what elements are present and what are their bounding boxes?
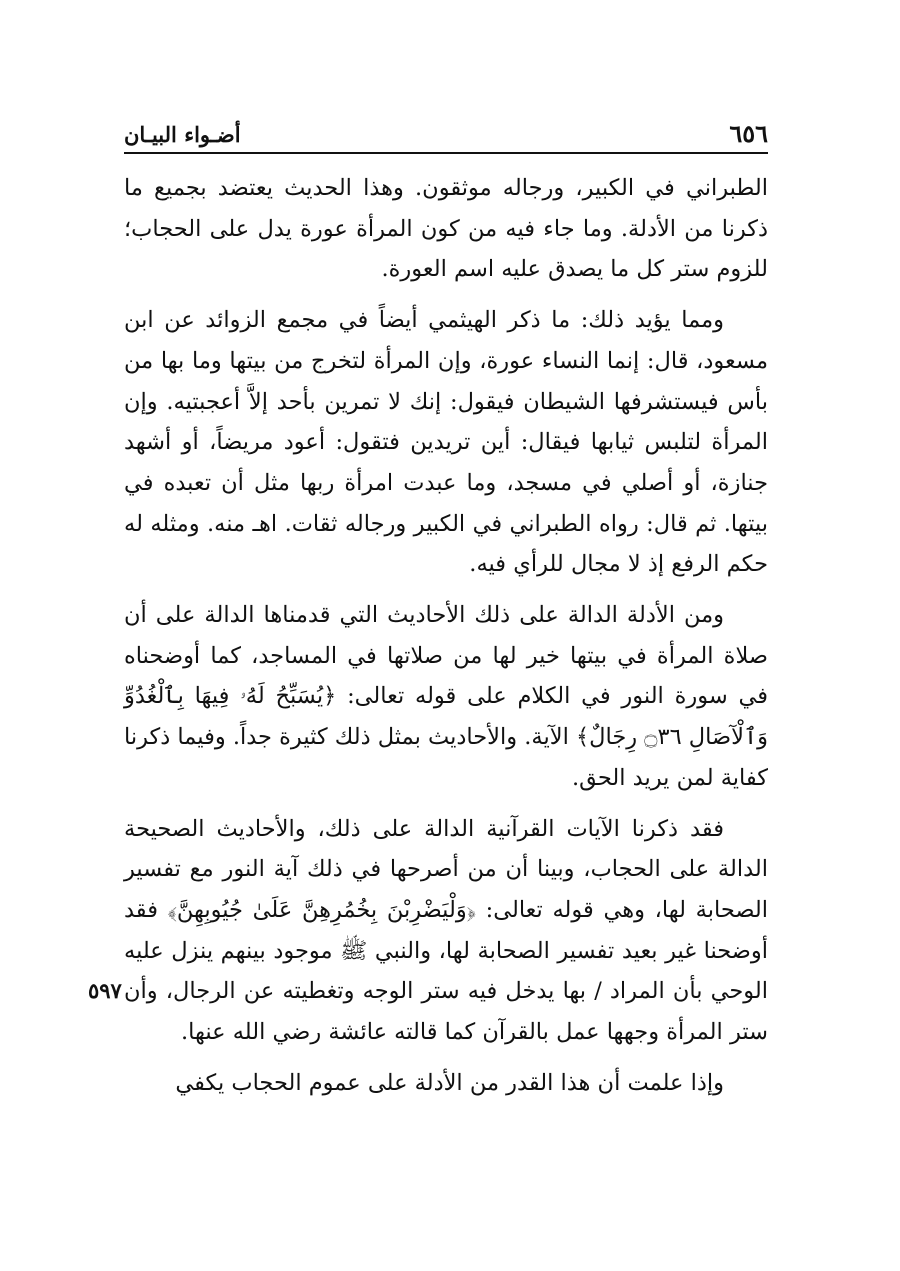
running-title: أضـواء البيـان bbox=[124, 122, 241, 147]
paragraph-4: فقد ذكرنا الآيات القرآنية الدالة على ذلك، والأحاديث الصحيحة الدالة على الحجاب، وبينا أن من أصرحها في ذلك آية النور مع تفسير الصحابة لها، وهي قوله تعالى: ﴿وَلْيَضْرِبْنَ بِخُمُرِهِنَّ عَلَىٰ جُيُوبِهِنَّ﴾ فقد أوضحنا غير بعيد تفسير الصحابة لها، والنبي ﷺ موجود بينهم ينزل عليه الوحي بأن المراد / بها يدخل فيه ستر الوجه وتغطيته عن الرجال، وأن ستر المرأة وجهها عمل بالقرآن كما قالته عائشة رضي الله عنها. bbox=[124, 815, 768, 1046]
paragraph-2: ومما يؤيد ذلك: ما ذكر الهيثمي أيضاً في مجمع الزوائد عن ابن مسعود، قال: إنما النساء عورة، وإن المرأة لتخرج من بيتها وما بها من بأس فيستشرفها الشيطان فيقول: إنك لا تمرين بأحد إلاَّ أعجبتيه. وإن المرأة لتلبس ثيابها فيقال: أين تريدين فتقول: أعود مريضاً، أو أشهد جنازة، أو أصلي في مسجد، وما عبدت امرأة ربها مثل أن تعبده في بيتها. ثم قال: رواه الطبراني في الكبير ورجاله ثقات. اهـ منه. ومثله له حكم الرفع إذ لا مجال للرأي فيه. bbox=[124, 307, 768, 578]
margin-page-marker: ٥٩٧ bbox=[88, 978, 122, 1003]
paragraph-5: وإذا علمت أن هذا القدر من الأدلة على عموم الحجاب يكفي bbox=[175, 1069, 724, 1096]
page-number: ٦٥٦ bbox=[729, 119, 768, 148]
page-header bbox=[124, 112, 768, 154]
paragraph-1: الطبراني في الكبير، ورجاله موثقون. وهذا الحديث يعتضد بجميع ما ذكرنا من الأدلة. وما جاء فيه من كون المرأة عورة يدل على الحجاب؛ للزوم ستر كل ما يصدق عليه اسم العورة. bbox=[124, 175, 768, 283]
paragraph-3: ومن الأدلة الدالة على ذلك الأحاديث التي قدمناها الدالة على أن صلاة المرأة في بيتها خير لها من صلاتها في المساجد، كما أوضحناه في سورة النور في الكلام على قوله تعالى: ﴿يُسَبِّحُ لَهُۥ فِيهَا بِٱلْغُدُوِّ وَٱلْآصَالِ ۝٣٦ رِجَالٌ﴾ الآية. والأحاديث بمثل ذلك كثيرة جداً. وفيما ذكرنا كفاية لمن يريد الحق. bbox=[124, 602, 768, 791]
page-body bbox=[124, 168, 768, 1113]
